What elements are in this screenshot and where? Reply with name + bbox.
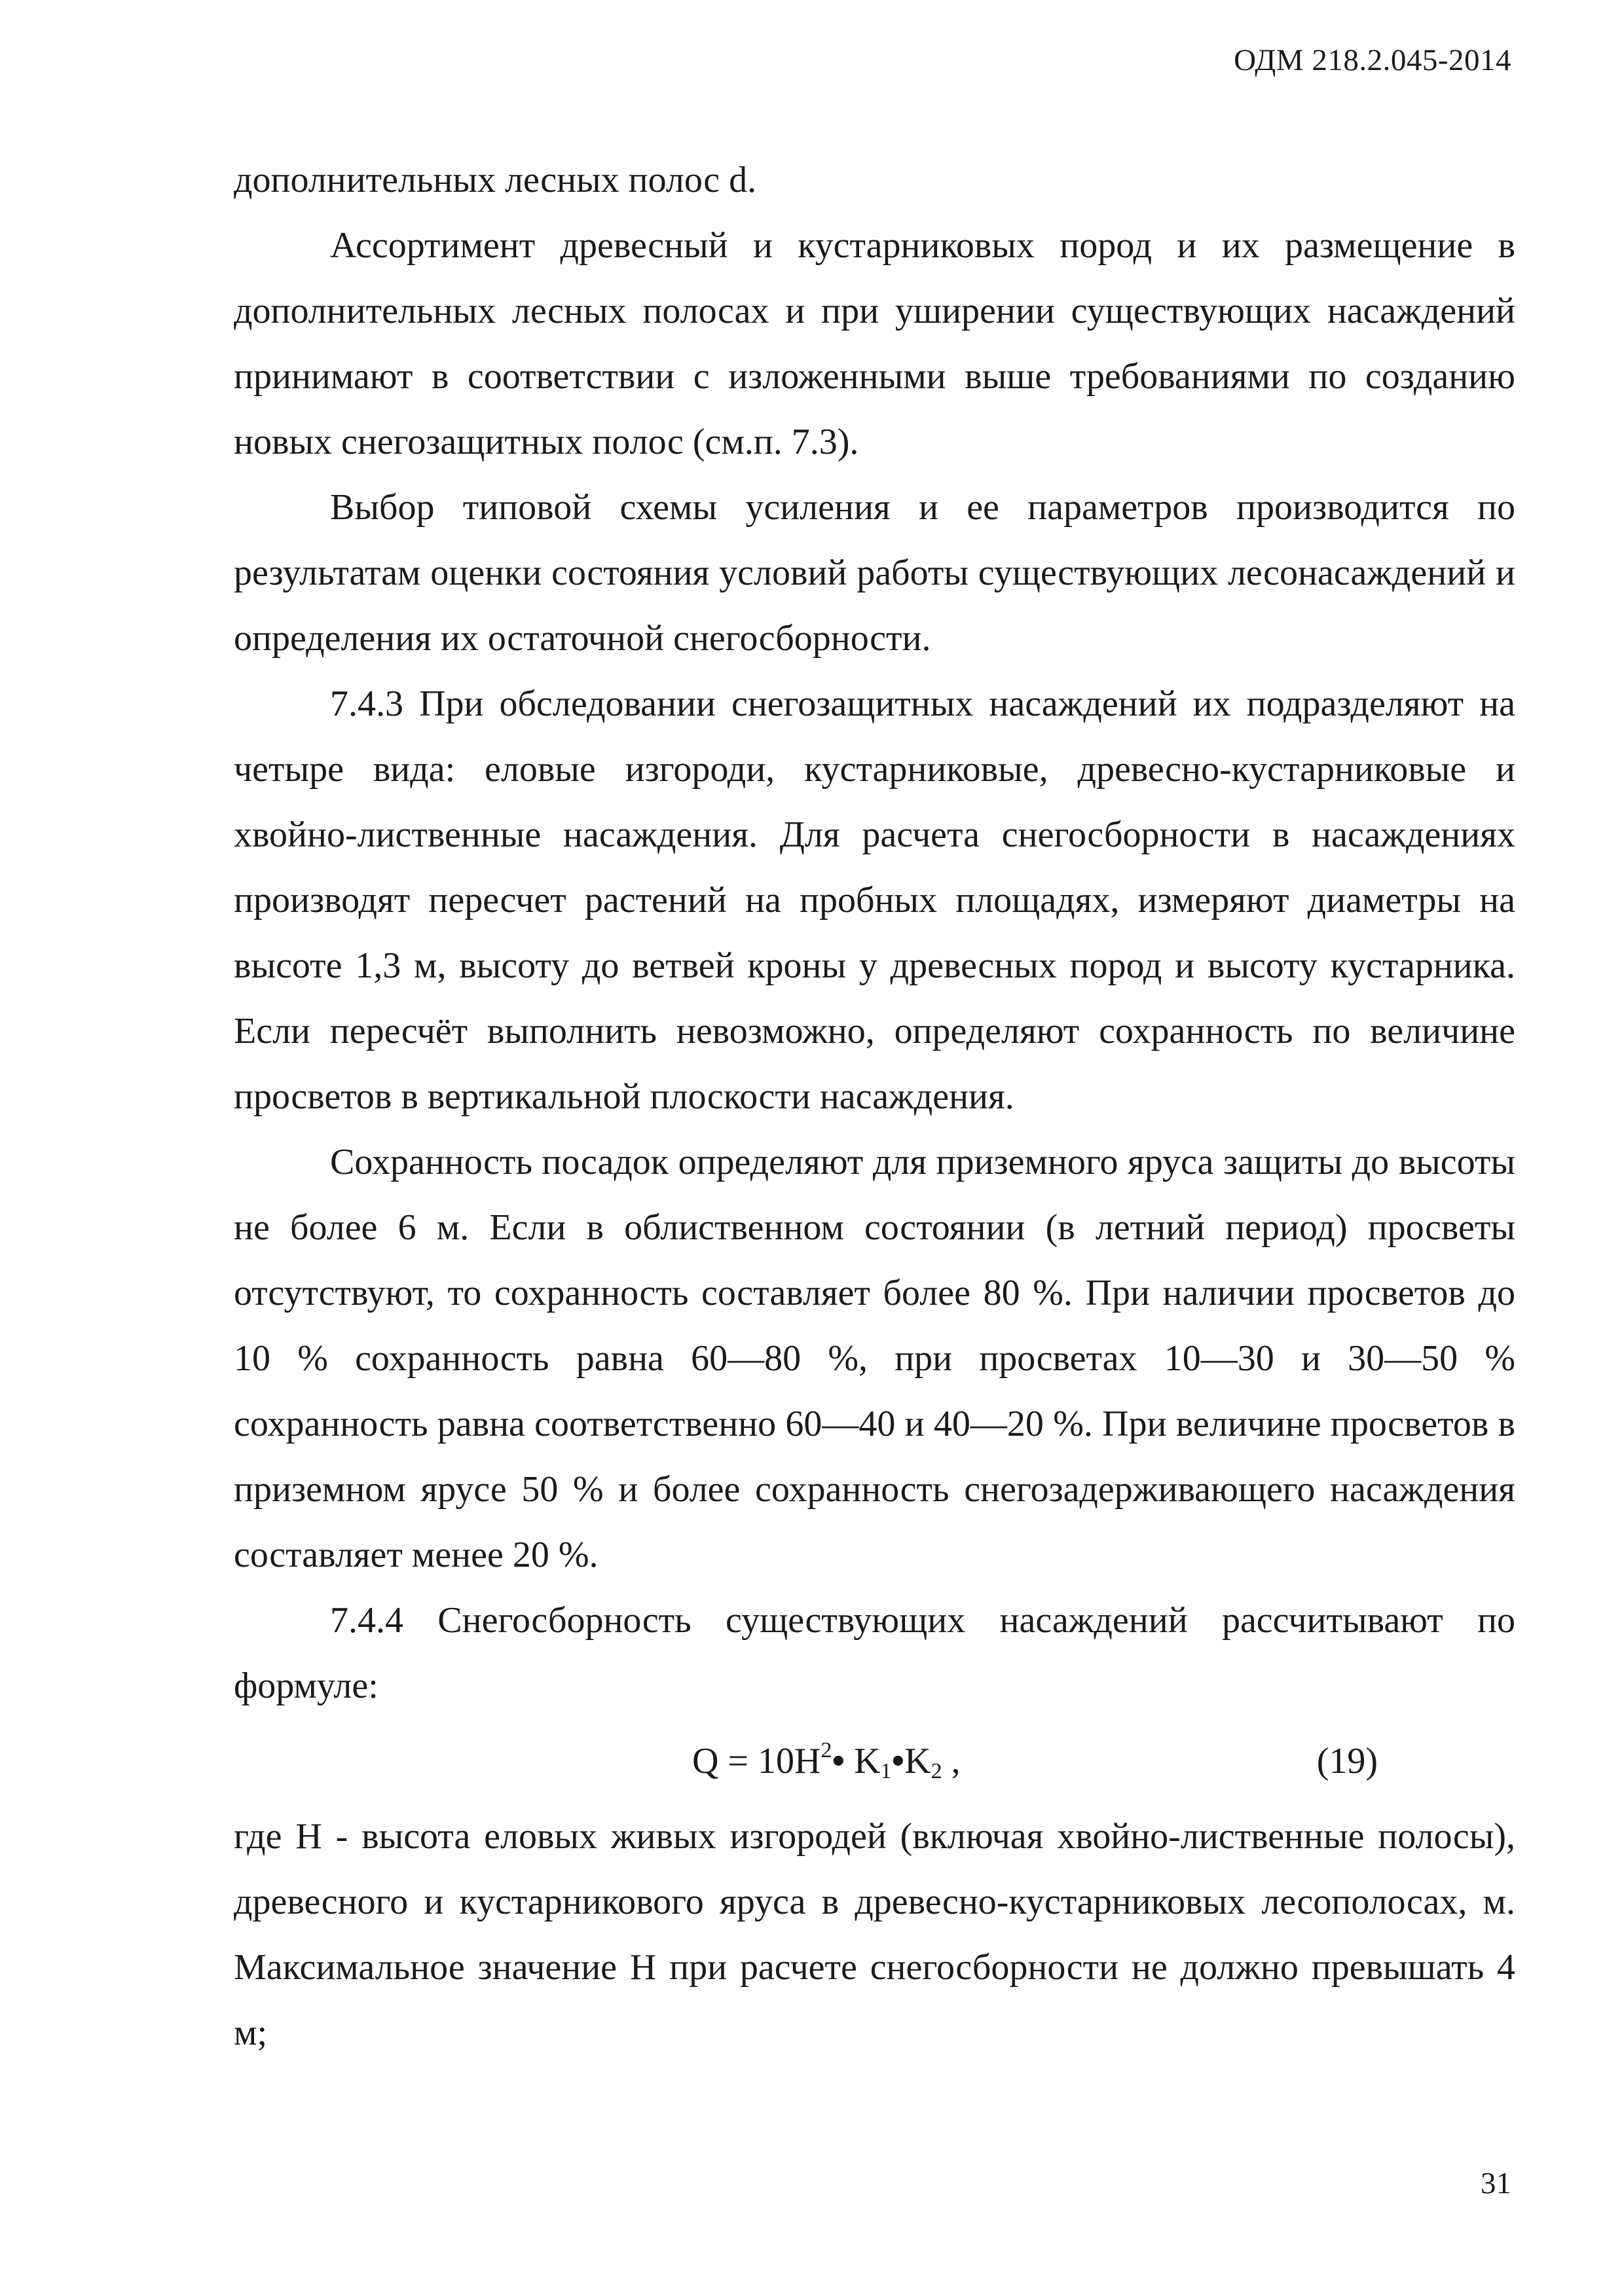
formula-lhs: Q = 10H [692, 1741, 821, 1781]
formula-tail: , [942, 1741, 961, 1781]
paragraph-scheme-selection: Выбор типовой схемы усиления и ее параметров производится по результатам оценки состояния условий работы существующих лесонасаждений и определения их остаточной снегосборности. [234, 487, 1515, 659]
formula-k2-subscript: 2 [931, 1759, 942, 1783]
formula-row [234, 1719, 1515, 1804]
paragraph-where-h: где H - высота еловых живых изгородей (включая хвойно-лиственные полосы), древесного и кустарникового яруса в древесно-кустарниковых лесополосах, м. Максимальное значение H при расчете снегосборности не должно превышать 4 м; [234, 1816, 1515, 2053]
paragraph-preservation: Сохранность посадок определяют для приземного яруса защиты до высоты не более 6 м. Если в облиственном состоянии (в летний период) просветы отсутствуют, то сохранность составляет более 80 %. При наличии просветов до 10 % сохранность равна 60—80 %, при просветах 10—30 и 30—50 % сохранность равна соответственно 60—40 и 40—20 %. При величине просветов в приземном ярусе 50 % и более сохранность снегозадерживающего насаждения составляет менее 20 %. [234, 1142, 1515, 1575]
page-number: 31 [1481, 2166, 1511, 2200]
paragraph-7-4-3: 7.4.3 При обследовании снегозащитных насаждений их подразделяют на четыре вида: еловые изгороди, кустарниковые, древесно-кустарниковые и хвойно-лиственные насаждения. Для расчета снегосборности в насаждениях производят пересчет растений на пробных площадях, измеряют диаметры на высоте 1,3 м, высоту до ветвей кроны у древесных пород и высоту кустарника. Если пересчёт выполнить невозможно, определяют сохранность по величине просветов в вертикальной плоскости насаждения. [234, 683, 1515, 1117]
body-text [234, 147, 1515, 2066]
formula-k2: K [904, 1741, 931, 1781]
formula-number: (19) [1316, 1741, 1378, 1781]
document-code-header: ОДМ 218.2.045-2014 [1234, 43, 1511, 77]
formula-dot: • [832, 1741, 845, 1781]
paragraph-assortment: Ассортимент древесный и кустарниковых пород и их размещение в дополнительных лесных полосах и при уширении существующих насаждений принимают в соответствии с изложенными выше требованиями по созданию новых снегозащитных полос (см.п. 7.3). [234, 225, 1515, 462]
formula-dot: • [891, 1741, 905, 1781]
formula-k1-subscript: 1 [880, 1759, 892, 1783]
formula-19 [692, 1735, 961, 1787]
paragraph-continuation: дополнительных лесных полос d. [234, 160, 757, 200]
paragraph-7-4-4: 7.4.4 Снегосборность существующих насаждений рассчитывают по формуле: [234, 1600, 1515, 1706]
formula-k1: K [845, 1741, 881, 1781]
formula-exponent: 2 [821, 1738, 832, 1762]
